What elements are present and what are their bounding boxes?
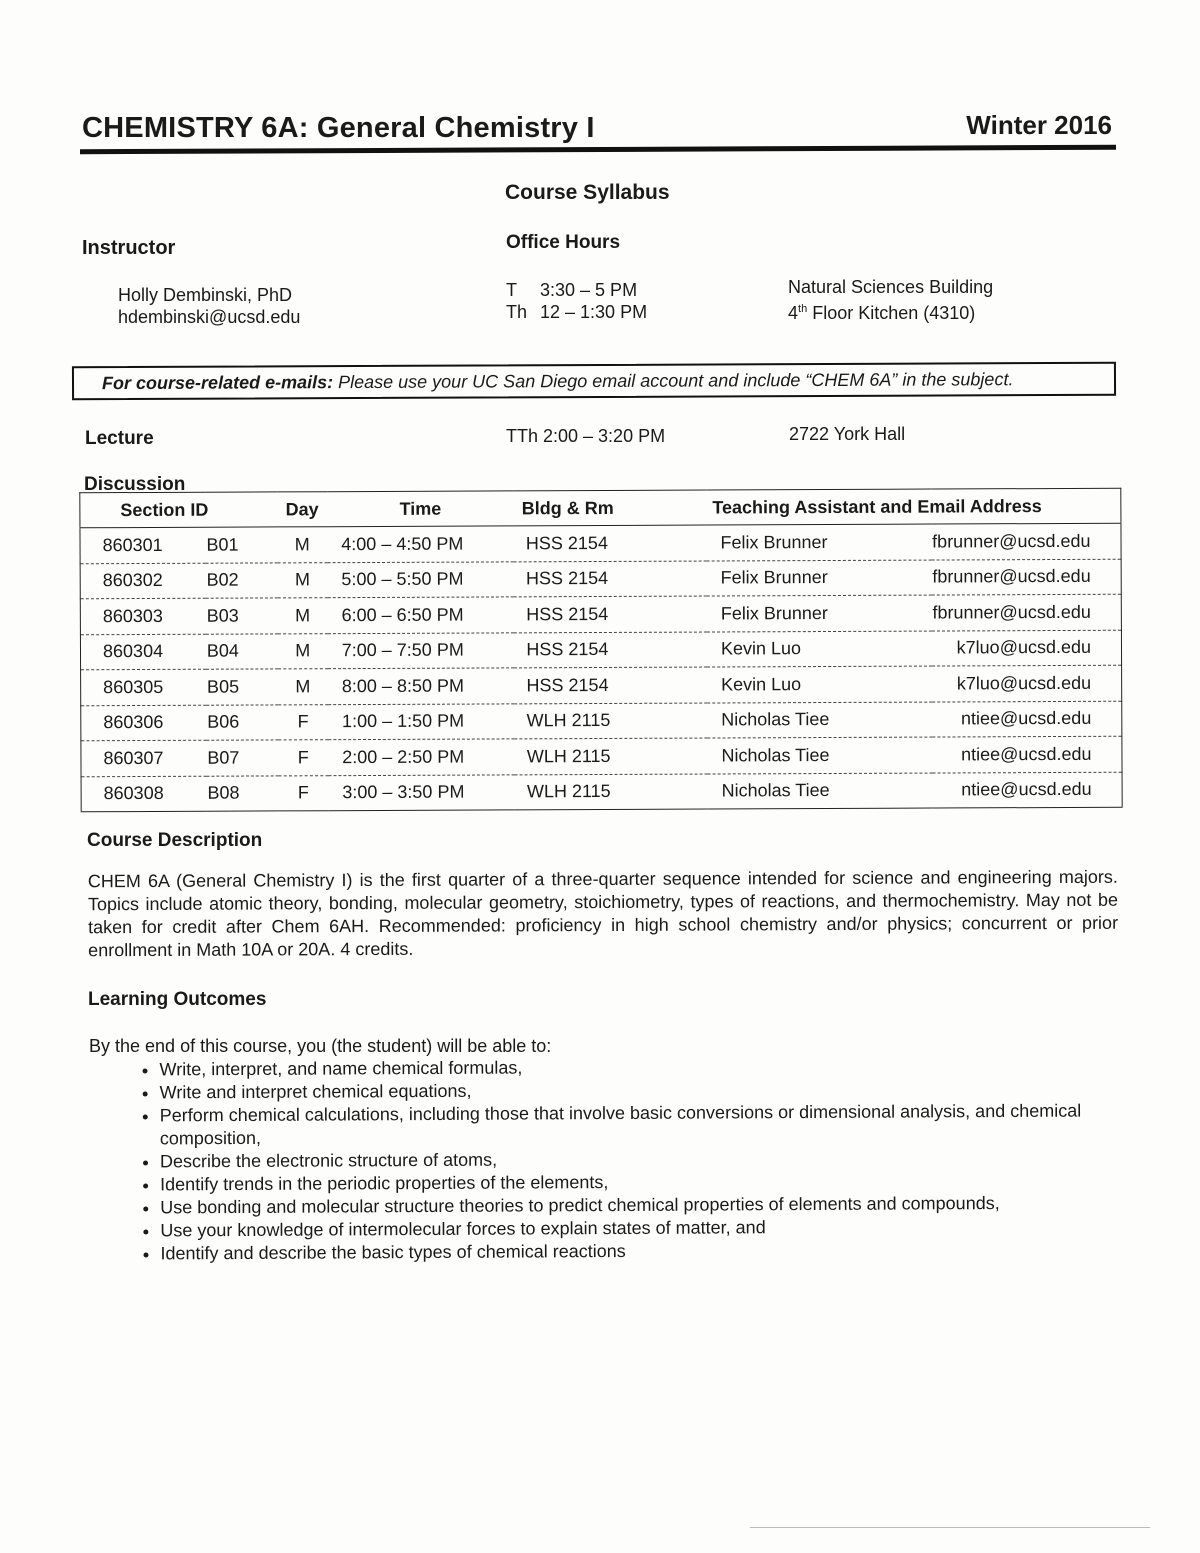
discussion-rows — [80, 523, 1122, 812]
section-id: 860302 — [80, 563, 206, 599]
section-day: M — [278, 598, 328, 634]
ta-email: k7luo@ucsd.edu — [932, 630, 1122, 666]
course-description-text: CHEM 6A (General Chemistry I) is the first quarter of a three-quarter sequence intended for science and engineering majors. Topics include atomic theory, bonding, molecular geometry, stoichiometry, types of reactions, and thermochemistry. May not be taken for credit after Chem 6AH. Recommended: proficiency in high school chemistry and/or physics; concurrent or prior enrollment in Math 10A or 20A. 4 credits. — [87, 866, 1119, 961]
section-id: 860301 — [80, 527, 206, 563]
ta-email: ntiee@ucsd.edu — [932, 701, 1122, 737]
email-notice-label: For course-related e-mails: — [101, 372, 334, 394]
teaching-assistant: Nicholas Tiee — [707, 737, 932, 773]
col-time: Time — [327, 491, 514, 527]
teaching-assistant: Felix Brunner — [707, 560, 932, 596]
lecture-heading: Lecture — [85, 428, 154, 449]
section-time: 4:00 – 4:50 PM — [327, 526, 514, 562]
section-room: HSS 2154 — [514, 632, 707, 668]
course-description-heading: Course Description — [87, 830, 263, 851]
section-room: WLH 2115 — [515, 738, 708, 774]
col-day: Day — [277, 492, 327, 527]
list-item: • Identify trends in the periodic properties of the elements, — [160, 1168, 1120, 1196]
section-room: HSS 2154 — [514, 667, 707, 703]
ta-email: fbrunner@ucsd.edu — [931, 523, 1121, 559]
teaching-assistant: Felix Brunner — [706, 524, 931, 560]
term-label: Winter 2016 — [966, 110, 1112, 140]
ta-email: k7luo@ucsd.edu — [932, 665, 1122, 701]
instructor-name: Holly Dembinski, PhD — [118, 285, 293, 305]
list-item: • Identify and describe the basic types of chemical reactions — [160, 1237, 1120, 1265]
list-item: • Describe the electronic structure of atoms, — [160, 1145, 1120, 1173]
section-day: M — [278, 669, 328, 705]
learning-outcomes-heading: Learning Outcomes — [88, 989, 267, 1010]
office-location-room — [788, 298, 975, 324]
learning-outcomes-intro: By the end of this course, you (the student) will be able to: — [89, 1036, 552, 1056]
learning-outcomes-list — [121, 1053, 1120, 1265]
syllabus-subtitle: Course Syllabus — [505, 181, 670, 204]
section-id: 860305 — [81, 669, 207, 705]
section-time: 5:00 – 5:50 PM — [327, 561, 514, 597]
section-id: 860308 — [81, 776, 207, 812]
col-room: Bldg & Rm — [514, 490, 707, 526]
section-room: WLH 2115 — [515, 774, 708, 810]
section-day: M — [277, 562, 327, 598]
ta-email: fbrunner@ucsd.edu — [931, 594, 1121, 630]
section-room: WLH 2115 — [515, 703, 708, 739]
teaching-assistant: Kevin Luo — [707, 666, 932, 702]
section-day: M — [277, 527, 327, 563]
office-hours-heading: Office Hours — [506, 232, 621, 253]
floor-rest: Floor Kitchen (4310) — [807, 303, 976, 323]
section-room: HSS 2154 — [514, 561, 707, 597]
table-header-row — [80, 488, 1121, 528]
section-day: M — [278, 633, 328, 669]
lecture-location: 2722 York Hall — [789, 424, 906, 444]
ta-email: ntiee@ucsd.edu — [932, 736, 1122, 772]
list-item: • Write and interpret chemical equations, — [160, 1076, 1120, 1104]
table-row — [81, 665, 1122, 705]
floor-suffix: th — [798, 303, 808, 315]
table-row — [80, 630, 1121, 670]
list-item: • Use bonding and molecular structure theories to predict chemical properties of elements and compounds, — [160, 1191, 1120, 1219]
scan-edge-line — [750, 1527, 1150, 1528]
section-code: B02 — [205, 562, 277, 598]
section-time: 2:00 – 2:50 PM — [328, 739, 515, 775]
col-section-id: Section ID — [80, 492, 277, 528]
table-row — [81, 736, 1122, 776]
office-hours-line1-day: T — [506, 280, 517, 300]
section-day: F — [278, 740, 328, 776]
section-id: 860303 — [80, 598, 206, 634]
table-row — [81, 701, 1122, 741]
instructor-email: hdembinski@ucsd.edu — [118, 307, 301, 327]
list-item: • Write, interpret, and name chemical formulas, — [159, 1053, 1119, 1081]
section-time: 7:00 – 7:50 PM — [328, 632, 515, 668]
discussion-heading: Discussion — [84, 474, 186, 495]
section-code: B03 — [206, 598, 278, 634]
section-time: 8:00 – 8:50 PM — [328, 668, 515, 704]
section-day: F — [278, 704, 328, 740]
section-code: B04 — [206, 633, 278, 669]
course-title: CHEMISTRY 6A: General Chemistry I — [82, 112, 595, 144]
office-hours-line1-time: 3:30 – 5 PM — [540, 280, 638, 300]
teaching-assistant: Nicholas Tiee — [707, 773, 932, 809]
table-row — [80, 594, 1121, 634]
instructor-heading: Instructor — [82, 237, 176, 259]
floor-number: 4 — [788, 303, 799, 323]
section-id: 860306 — [81, 705, 207, 741]
section-code: B01 — [205, 527, 277, 563]
header-rule — [80, 145, 1116, 155]
office-location-building: Natural Sciences Building — [788, 277, 994, 297]
section-time: 6:00 – 6:50 PM — [327, 597, 514, 633]
ta-email: fbrunner@ucsd.edu — [931, 559, 1121, 595]
discussion-table — [79, 488, 1122, 813]
section-code: B05 — [206, 669, 278, 705]
teaching-assistant: Nicholas Tiee — [707, 702, 932, 738]
email-notice-text: Please use your UC San Diego email account and include “CHEM 6A” in the subject. — [333, 369, 1014, 393]
list-item: • Perform chemical calculations, including those that involve basic conversions or dimensional analysis, and chemical composition, — [160, 1099, 1120, 1150]
section-room: HSS 2154 — [514, 525, 707, 561]
section-code: B08 — [206, 775, 278, 811]
col-ta: Teaching Assistant and Email Address — [706, 488, 1121, 525]
office-hours-line2-time: 12 – 1:30 PM — [540, 302, 648, 322]
table-row — [80, 559, 1121, 599]
section-room: HSS 2154 — [514, 596, 707, 632]
teaching-assistant: Kevin Luo — [707, 631, 932, 667]
office-hours-line2-day: Th — [506, 302, 528, 322]
list-item: • Use your knowledge of intermolecular forces to explain states of matter, and — [160, 1214, 1120, 1242]
section-id: 860307 — [81, 740, 207, 776]
email-notice-box — [72, 362, 1116, 401]
section-code: B06 — [206, 704, 278, 740]
section-id: 860304 — [80, 634, 206, 670]
section-time: 1:00 – 1:50 PM — [328, 703, 515, 739]
teaching-assistant: Felix Brunner — [707, 595, 932, 631]
section-time: 3:00 – 3:50 PM — [328, 774, 515, 810]
table-row — [80, 523, 1121, 563]
section-code: B07 — [206, 740, 278, 776]
section-day: F — [278, 775, 328, 811]
ta-email: ntiee@ucsd.edu — [932, 772, 1122, 808]
lecture-time: TTh 2:00 – 3:20 PM — [506, 426, 666, 446]
table-row — [81, 772, 1122, 812]
